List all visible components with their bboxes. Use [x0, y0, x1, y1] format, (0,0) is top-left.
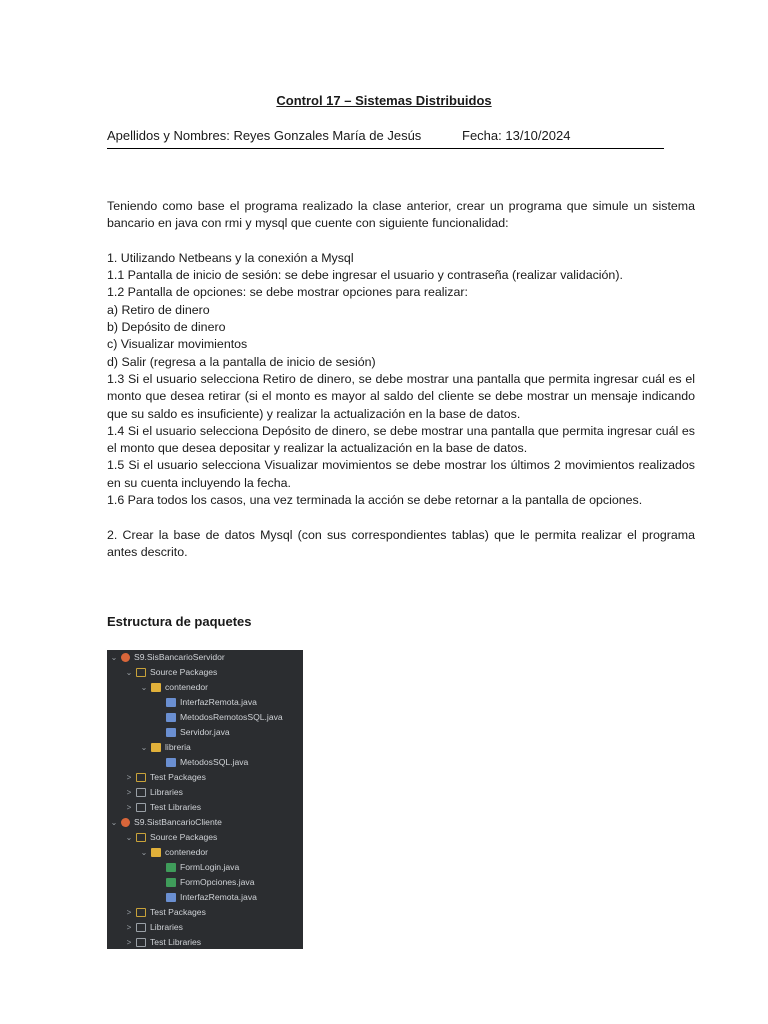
document-title: Control 17 – Sistemas Distribuidos: [276, 93, 492, 108]
tree-item-label: Test Packages: [150, 772, 206, 782]
java-file-icon: [166, 713, 176, 722]
chevron-down-icon[interactable]: ⌄: [140, 683, 148, 692]
chevron-right-icon[interactable]: >: [126, 938, 132, 947]
tree-item[interactable]: [154, 860, 239, 875]
tree-item[interactable]: [124, 770, 206, 785]
java-file-icon: [166, 698, 176, 707]
paragraph-gap: [107, 509, 695, 526]
tree-item[interactable]: [154, 890, 257, 905]
student-name: Apellidos y Nombres: Reyes Gonzales María de Jesús: [107, 128, 422, 143]
paragraph: a) Retiro de dinero: [107, 302, 210, 317]
tree-item[interactable]: [124, 800, 201, 815]
assignment-body: [107, 198, 695, 561]
library-icon: [136, 803, 146, 812]
paragraph: 2. Crear la base de datos Mysql (con sus correspondientes tablas) que le permita realizar el programa antes descrito.: [107, 527, 695, 559]
tree-item[interactable]: [154, 710, 283, 725]
package-icon: [151, 848, 161, 857]
java-file-icon: [166, 758, 176, 767]
tree-item-label: InterfazRemota.java: [180, 697, 257, 707]
section-heading: Estructura de paquetes: [107, 614, 252, 629]
tree-item-label: Test Libraries: [150, 802, 202, 812]
chevron-down-icon[interactable]: ⌄: [125, 833, 133, 842]
tree-item-label: contenedor: [165, 847, 209, 857]
tree-item-label: FormOpciones.java: [180, 877, 255, 887]
tree-item[interactable]: [124, 905, 206, 920]
tree-item[interactable]: [154, 755, 248, 770]
tree-item-label: libreria: [165, 742, 191, 752]
tree-item[interactable]: [124, 920, 183, 935]
tree-item[interactable]: [124, 785, 183, 800]
document-date: Fecha: 13/10/2024: [462, 128, 571, 143]
form-file-icon: [166, 878, 176, 887]
tree-item[interactable]: [139, 845, 208, 860]
java-file-icon: [166, 893, 176, 902]
paragraph: b) Depósito de dinero: [107, 320, 226, 335]
library-icon: [136, 788, 146, 797]
paragraph: 1.4 Si el usuario selecciona Depósito de dinero, se debe mostrar una pantalla que permita ingresar cuál es el monto que desea depositar y realizar la actualización en la base de datos.: [107, 423, 695, 456]
library-icon: [136, 923, 146, 932]
tree-item[interactable]: [139, 680, 208, 695]
paragraph: 1.3 Si el usuario selecciona Retiro de dinero, se debe mostrar una pantalla que permita ingresar cuál es el monto que desea retirar (si el monto es mayor al saldo del cliente se debe mostrar un mensaje indicando que su saldo es insuficiente) y realizar la actualización en la base de datos.: [107, 371, 695, 421]
tree-item[interactable]: [139, 740, 191, 755]
folder-icon: [136, 833, 146, 842]
folder-icon: [136, 773, 146, 782]
tree-item-label: MetodosSQL.java: [180, 757, 249, 767]
paragraph: 1.5 Si el usuario selecciona Visualizar movimientos se debe mostrar los últimos 2 movimientos realizados en su cuenta incluyendo la fecha.: [107, 458, 695, 490]
paragraph: 1.6 Para todos los casos, una vez terminada la acción se debe retornar a la pantalla de opciones.: [107, 493, 643, 508]
tree-item-label: contenedor: [165, 682, 209, 692]
paragraph: 1.2 Pantalla de opciones: se debe mostrar opciones para realizar:: [107, 285, 468, 300]
folder-icon: [136, 668, 146, 677]
tree-item-label: InterfazRemota.java: [180, 892, 257, 902]
chevron-right-icon[interactable]: >: [126, 923, 132, 932]
chevron-right-icon[interactable]: >: [126, 773, 132, 782]
paragraph-gap: [107, 233, 695, 250]
paragraph: c) Visualizar movimientos: [107, 337, 248, 352]
tree-item-label: Source Packages: [150, 667, 218, 677]
tree-item-label: MetodosRemotosSQL.java: [180, 712, 283, 722]
library-icon: [136, 938, 146, 947]
paragraph: 1. Utilizando Netbeans y la conexión a Mysql: [107, 250, 354, 265]
tree-item[interactable]: [154, 695, 257, 710]
tree-item-label: Libraries: [150, 922, 183, 932]
project-icon: [121, 653, 130, 662]
chevron-down-icon[interactable]: ⌄: [110, 653, 118, 662]
tree-item[interactable]: [109, 815, 222, 830]
tree-item[interactable]: [154, 875, 255, 890]
tree-item-label: Servidor.java: [180, 727, 230, 737]
chevron-right-icon[interactable]: >: [126, 803, 132, 812]
chevron-down-icon[interactable]: ⌄: [125, 668, 133, 677]
package-icon: [151, 743, 161, 752]
tree-item[interactable]: [154, 725, 230, 740]
tree-item[interactable]: [124, 935, 201, 949]
project-icon: [121, 818, 130, 827]
header-info-line: [107, 128, 664, 149]
tree-item-label: S9.SisBancarioServidor: [134, 652, 225, 662]
chevron-down-icon[interactable]: ⌄: [140, 848, 148, 857]
tree-item-label: Test Packages: [150, 907, 206, 917]
paragraph: d) Salir (regresa a la pantalla de inicio de sesión): [107, 354, 376, 369]
project-tree-screenshot: [107, 650, 303, 949]
form-file-icon: [166, 863, 176, 872]
chevron-right-icon[interactable]: >: [126, 788, 132, 797]
chevron-down-icon[interactable]: ⌄: [140, 743, 148, 752]
paragraph: Teniendo como base el programa realizado la clase anterior, crear un programa que simule un sistema bancario en java con rmi y mysql que cuente con siguiente funcionalidad:: [107, 199, 695, 231]
tree-item-label: Source Packages: [150, 832, 218, 842]
tree-item[interactable]: [109, 650, 225, 665]
tree-item-label: S9.SistBancarioCliente: [134, 817, 222, 827]
chevron-down-icon[interactable]: ⌄: [110, 818, 118, 827]
tree-item[interactable]: [124, 830, 217, 845]
paragraph: 1.1 Pantalla de inicio de sesión: se debe ingresar el usuario y contraseña (realizar validación).: [107, 268, 623, 283]
tree-item[interactable]: [124, 665, 217, 680]
package-icon: [151, 683, 161, 692]
tree-item-label: Libraries: [150, 787, 183, 797]
folder-icon: [136, 908, 146, 917]
tree-item-label: FormLogin.java: [180, 862, 240, 872]
chevron-right-icon[interactable]: >: [126, 908, 132, 917]
tree-item-label: Test Libraries: [150, 937, 202, 947]
java-file-icon: [166, 728, 176, 737]
